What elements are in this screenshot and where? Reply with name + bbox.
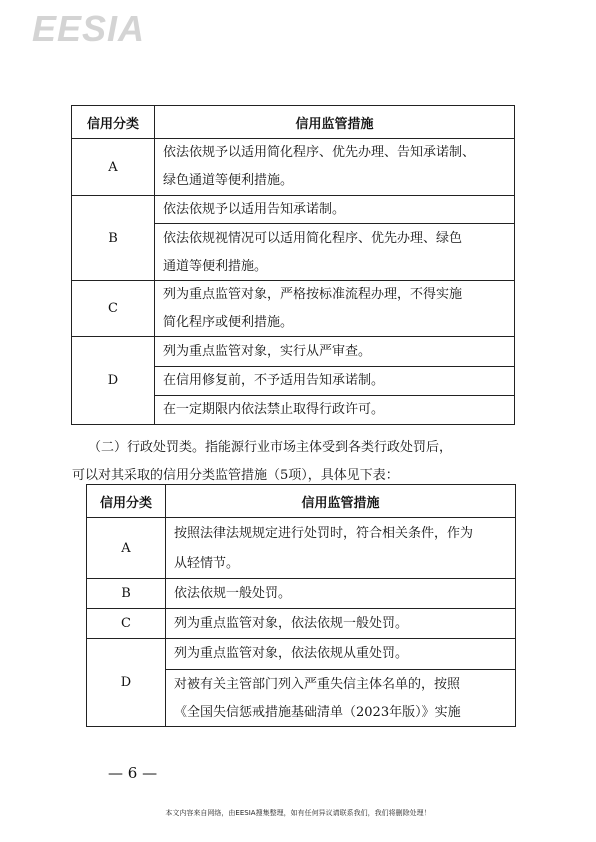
- measure-line: 列为重点监管对象，严格按标准流程办理，不得实施: [163, 287, 463, 302]
- table-row: [72, 281, 515, 337]
- measure-line: 依法依规视情况可以适用简化程序、优先办理、绿色: [155, 223, 514, 254]
- table-row: [72, 139, 515, 196]
- category-cell: C: [72, 281, 155, 337]
- paragraph-line-2: 可以对其采取的信用分类监管措施（5项），具体见下表：: [72, 468, 399, 483]
- measure-line: 列为重点监管对象，实行从严审查。: [163, 344, 372, 359]
- footer-note: 本文内容来自网络，由EESIA搜集整理，如有任何异议请联系我们，我们将删除处理！: [165, 809, 431, 817]
- measure-line: 依法依规予以适用简化程序、优先办理、告知承诺制、: [163, 145, 476, 160]
- measure-line: 按照法律法规规定进行处罚时，符合相关条件，作为: [174, 526, 474, 541]
- category-cell: B: [87, 579, 166, 609]
- table-header-measures: 信用监管措施: [166, 485, 516, 518]
- measure-line: 依法依规一般处罚。: [174, 585, 292, 601]
- category-cell: B: [72, 196, 155, 281]
- credit-measures-table-2: [86, 484, 516, 727]
- table-row: [87, 579, 516, 609]
- measure-line: 在信用修复前，不予适用告知承诺制。: [155, 366, 514, 395]
- category-cell: A: [72, 139, 155, 196]
- eesia-watermark-logo: EESIA: [32, 8, 146, 49]
- category-cell: D: [87, 639, 166, 727]
- measure-line: 《全国失信惩戒措施基础清单（2023年版）》实施: [174, 705, 461, 720]
- measure-line: 绿色通道等便利措施。: [163, 173, 294, 188]
- table-row: [87, 609, 516, 639]
- paragraph-line-1: （二）行政处罚类。指能源行业市场主体受到各类行政处罚后，: [88, 440, 453, 455]
- table-row: [72, 337, 515, 425]
- table-header-measures: 信用监管措施: [155, 106, 515, 139]
- measure-line: 简化程序或便利措施。: [163, 315, 294, 330]
- measure-line: 列为重点监管对象，依法依规从重处罚。: [174, 646, 409, 661]
- credit-measures-table-1: [71, 105, 515, 425]
- measure-line: 从轻情节。: [174, 556, 240, 571]
- category-cell: A: [87, 518, 166, 579]
- table-row: [72, 196, 515, 281]
- category-cell: C: [87, 609, 166, 639]
- table-row: [87, 518, 516, 579]
- measure-line: 通道等便利措施。: [163, 259, 268, 274]
- measure-line: 对被有关主管部门列入严重失信主体名单的，按照: [166, 669, 515, 700]
- page-number: — 6 —: [108, 764, 158, 782]
- table-row: [87, 639, 516, 727]
- measure-line: 列为重点监管对象，依法依规一般处罚。: [174, 615, 409, 631]
- measure-line: 依法依规予以适用告知承诺制。: [163, 202, 346, 217]
- table-header-category: 信用分类: [72, 106, 155, 139]
- measure-line: 在一定期限内依法禁止取得行政许可。: [155, 395, 514, 424]
- category-cell: D: [72, 337, 155, 425]
- table-header-category: 信用分类: [87, 485, 166, 518]
